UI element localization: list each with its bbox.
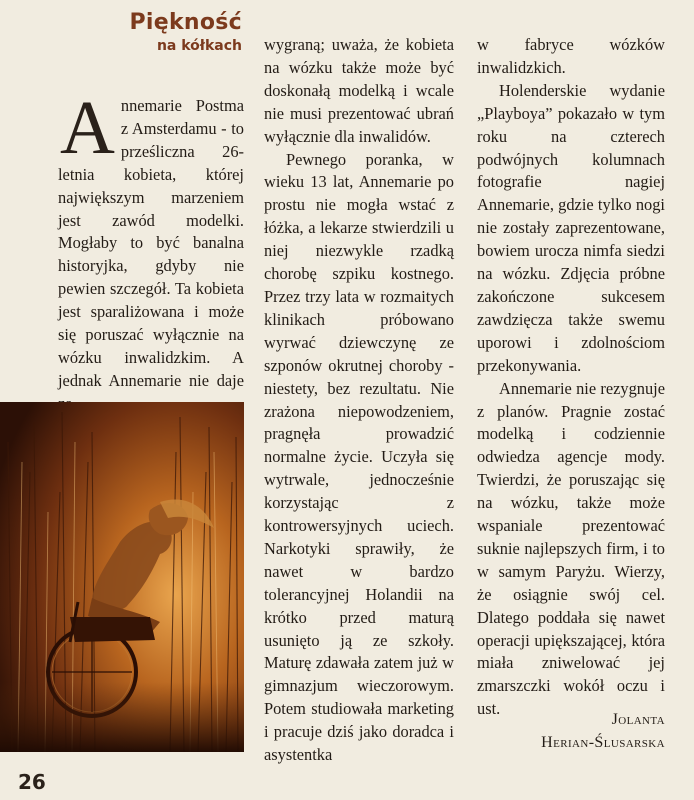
column2-paragraph-2: Pewnego poranka, w wieku 13 lat, Annemarie po prostu nie mogła wstać z łóżka, a lekarze stwierdzili u niej niezwykle rzadką chorobę szpiku kostnego. Przez trzy lata w rozmaitych klinikach próbowano wyrwać dziewczynę ze szponów okrutnej choroby - niestety, bez rezultatu. Nie zrażona niepowodzeniem, pragnęła prowadzić normalne życie. Uczyła się wytrwale, jednocześnie korzystając z kontrowersyjnych uciech. Narkotyki sprawiły, że nawet w bardzo tolerancyjnej Holandii na krótko przed maturą usunięto ją ze szkoły. Maturę zdawała zatem już w gimnazjum wieczorowym. Potem studiowała marketing i pracuje dziś jako doradca i asystentka [264, 149, 454, 765]
text-column-2 [264, 34, 454, 767]
author-last-name: Herian-Ślusarska [541, 734, 665, 751]
column3-paragraph-3: Annemarie nie rezygnuje z planów. Pragnie zostać modelką i codziennie odwiedza agencje mody. Twierdzi, że poruszając się na wózku, także może wspaniale prezentować suknie najlepszych firm, i to w samym Paryżu. Wierzy, że osiągnie swój cel. Dlatego poddała się nawet operacji upiększającej, która miała zniwelować jej zmarszczki wokół oczu i ust. [477, 378, 665, 719]
column2-paragraph-1: wygraną; uważa, że kobieta na wózku także może być doskonałą modelką i wcale nie musi prezentować ubrań wyłącznie dla inwalidów. [264, 35, 454, 146]
article-subtitle: na kółkach [156, 38, 242, 54]
author-signature [474, 708, 665, 754]
column1-paragraph-1: nnemarie Postma z Amsterdamu - to prześliczna 26-letnia kobieta, której największym marzeniem jest zawód modelki. Mogłaby to być banalna historyjka, gdyby nie pewien szczegół. Ta kobieta jest sparaliżowana i może się poruszać wyłącznie na wózku inwalidzkim. A jednak Annemarie nie daje [58, 96, 244, 390]
author-first-name: Jolanta [611, 711, 665, 728]
article-title: Piękność [129, 10, 242, 35]
article-title-block [90, 10, 242, 56]
column3-paragraph-1: w fabryce wózków inwalidzkich. [477, 35, 665, 77]
article-photo [0, 402, 244, 752]
page-number: 26 [18, 770, 46, 794]
woman-in-wheelchair-in-reeds-image [0, 402, 244, 752]
drop-cap: A [60, 86, 115, 170]
text-column-3 [477, 34, 665, 721]
text-column-1 [58, 86, 244, 416]
column3-paragraph-2: Holenderskie wydanie „Playboya” pokazało w tym roku na czterech podwójnych kolumnach fotografie nagiej Annemarie, gdzie tylko nogi nie zostały zaprezentowane, bowiem urocza nimfa siedzi na wózku. Zdjęcia próbne zakończone sukcesem zawdzięcza także swemu uporowi i zdolnościom przekonywania. [477, 80, 665, 375]
